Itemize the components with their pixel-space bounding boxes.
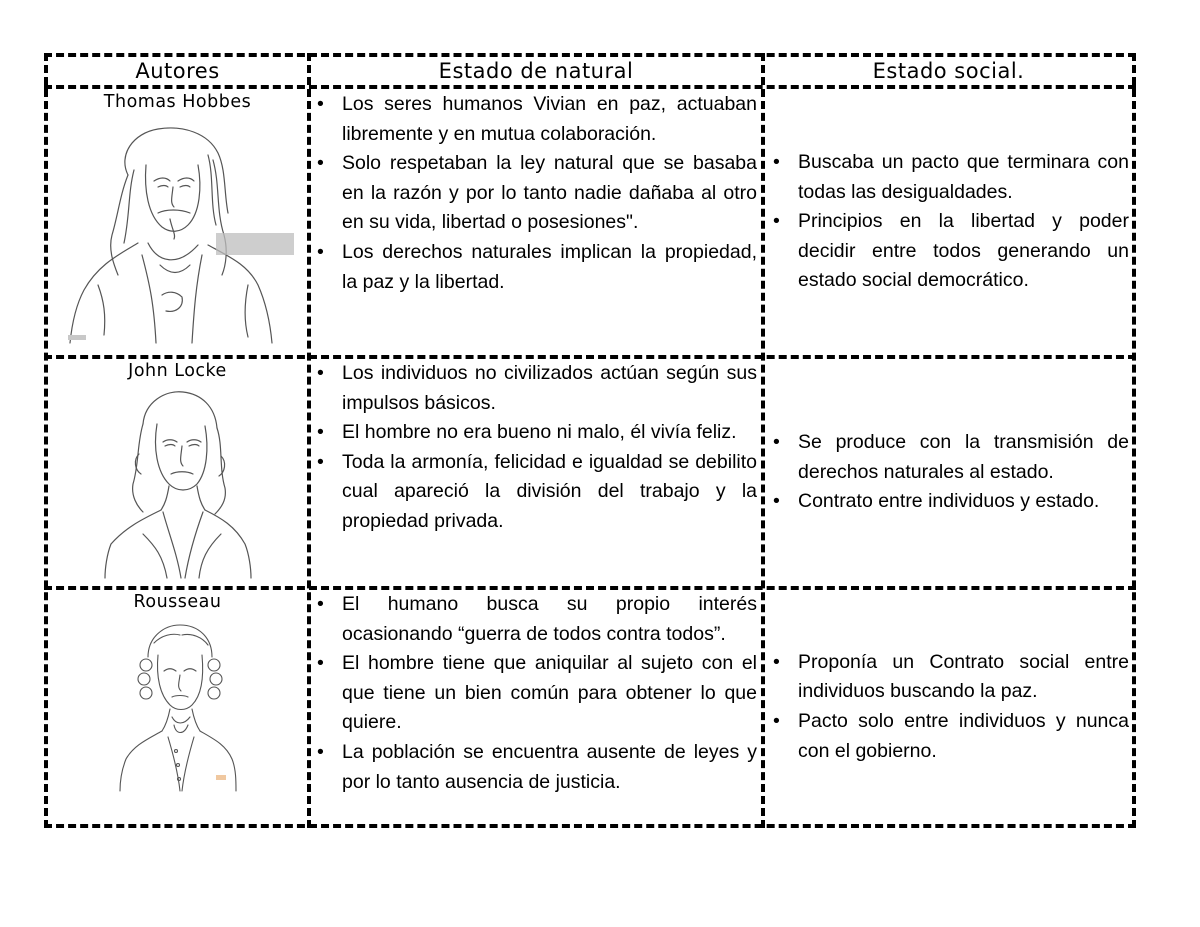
list-item: • Toda la armonía, felicidad e igualdad se debilito cual apareció la división del trabajo y la propiedad privada. — [313, 448, 757, 537]
table-border-right — [1132, 53, 1136, 828]
social-list-hobbes — [769, 148, 1129, 296]
natural-cell-locke — [311, 359, 761, 586]
author-name-rousseau: Rousseau — [133, 592, 222, 612]
social-cell-rousseau — [765, 590, 1132, 824]
list-item: • El hombre no era bueno ni malo, él vivía feliz. — [313, 418, 757, 448]
locke-portrait-icon — [103, 384, 253, 580]
list-item: • Los seres humanos Vivian en paz, actuaban libremente y en mutua colaboración. — [313, 90, 757, 149]
author-name-locke: John Locke — [128, 361, 227, 381]
list-item: • Contrato entre individuos y estado. — [769, 487, 1129, 517]
list-item: • Buscaba un pacto que terminara con todas las desigualdades. — [769, 148, 1129, 207]
social-list-rousseau — [769, 648, 1129, 766]
header-estado-natural: Estado de natural — [438, 59, 634, 83]
social-cell-locke — [765, 359, 1132, 586]
rousseau-portrait-icon — [118, 621, 238, 793]
list-item: • Los derechos naturales implican la propiedad, la paz y la libertad. — [313, 238, 757, 297]
natural-list-rousseau — [313, 590, 757, 797]
list-item: • Pacto solo entre individuos y nunca con el gobierno. — [769, 707, 1129, 766]
author-cell-locke — [48, 359, 307, 586]
list-item: • Proponía un Contrato social entre individuos buscando la paz. — [769, 648, 1129, 707]
comparison-table — [44, 53, 1136, 828]
social-list-locke — [769, 428, 1129, 517]
author-cell-rousseau — [48, 590, 307, 824]
natural-list-hobbes — [313, 90, 757, 297]
header-estado-social: Estado social. — [872, 59, 1025, 83]
hobbes-portrait-icon — [58, 115, 298, 347]
natural-cell-hobbes — [311, 89, 761, 355]
list-item: • Solo respetaban la ley natural que se basaba en la razón y por lo tanto nadie dañaba al otro en su vida, libertad o posesiones". — [313, 149, 757, 238]
list-item: • Los individuos no civilizados actúan según sus impulsos básicos. — [313, 359, 757, 418]
list-item: • El humano busca su propio interés ocasionando “guerra de todos contra todos”. — [313, 590, 757, 649]
list-item: • La población se encuentra ausente de leyes y por lo tanto ausencia de justicia. — [313, 738, 757, 797]
list-item: • El hombre tiene que aniquilar al sujeto con el que tiene un bien común para obtener lo que quiere. — [313, 649, 757, 738]
social-cell-hobbes — [765, 89, 1132, 355]
author-name-hobbes: Thomas Hobbes — [103, 92, 252, 112]
natural-cell-rousseau — [311, 590, 761, 824]
list-item: • Se produce con la transmisión de derechos naturales al estado. — [769, 428, 1129, 487]
natural-list-locke — [313, 359, 757, 537]
author-cell-hobbes — [48, 89, 307, 355]
table-border-bottom — [44, 824, 1136, 828]
list-item: • Principios en la libertad y poder decidir entre todos generando un estado social democrático. — [769, 207, 1129, 296]
header-autores: Autores — [135, 59, 220, 83]
